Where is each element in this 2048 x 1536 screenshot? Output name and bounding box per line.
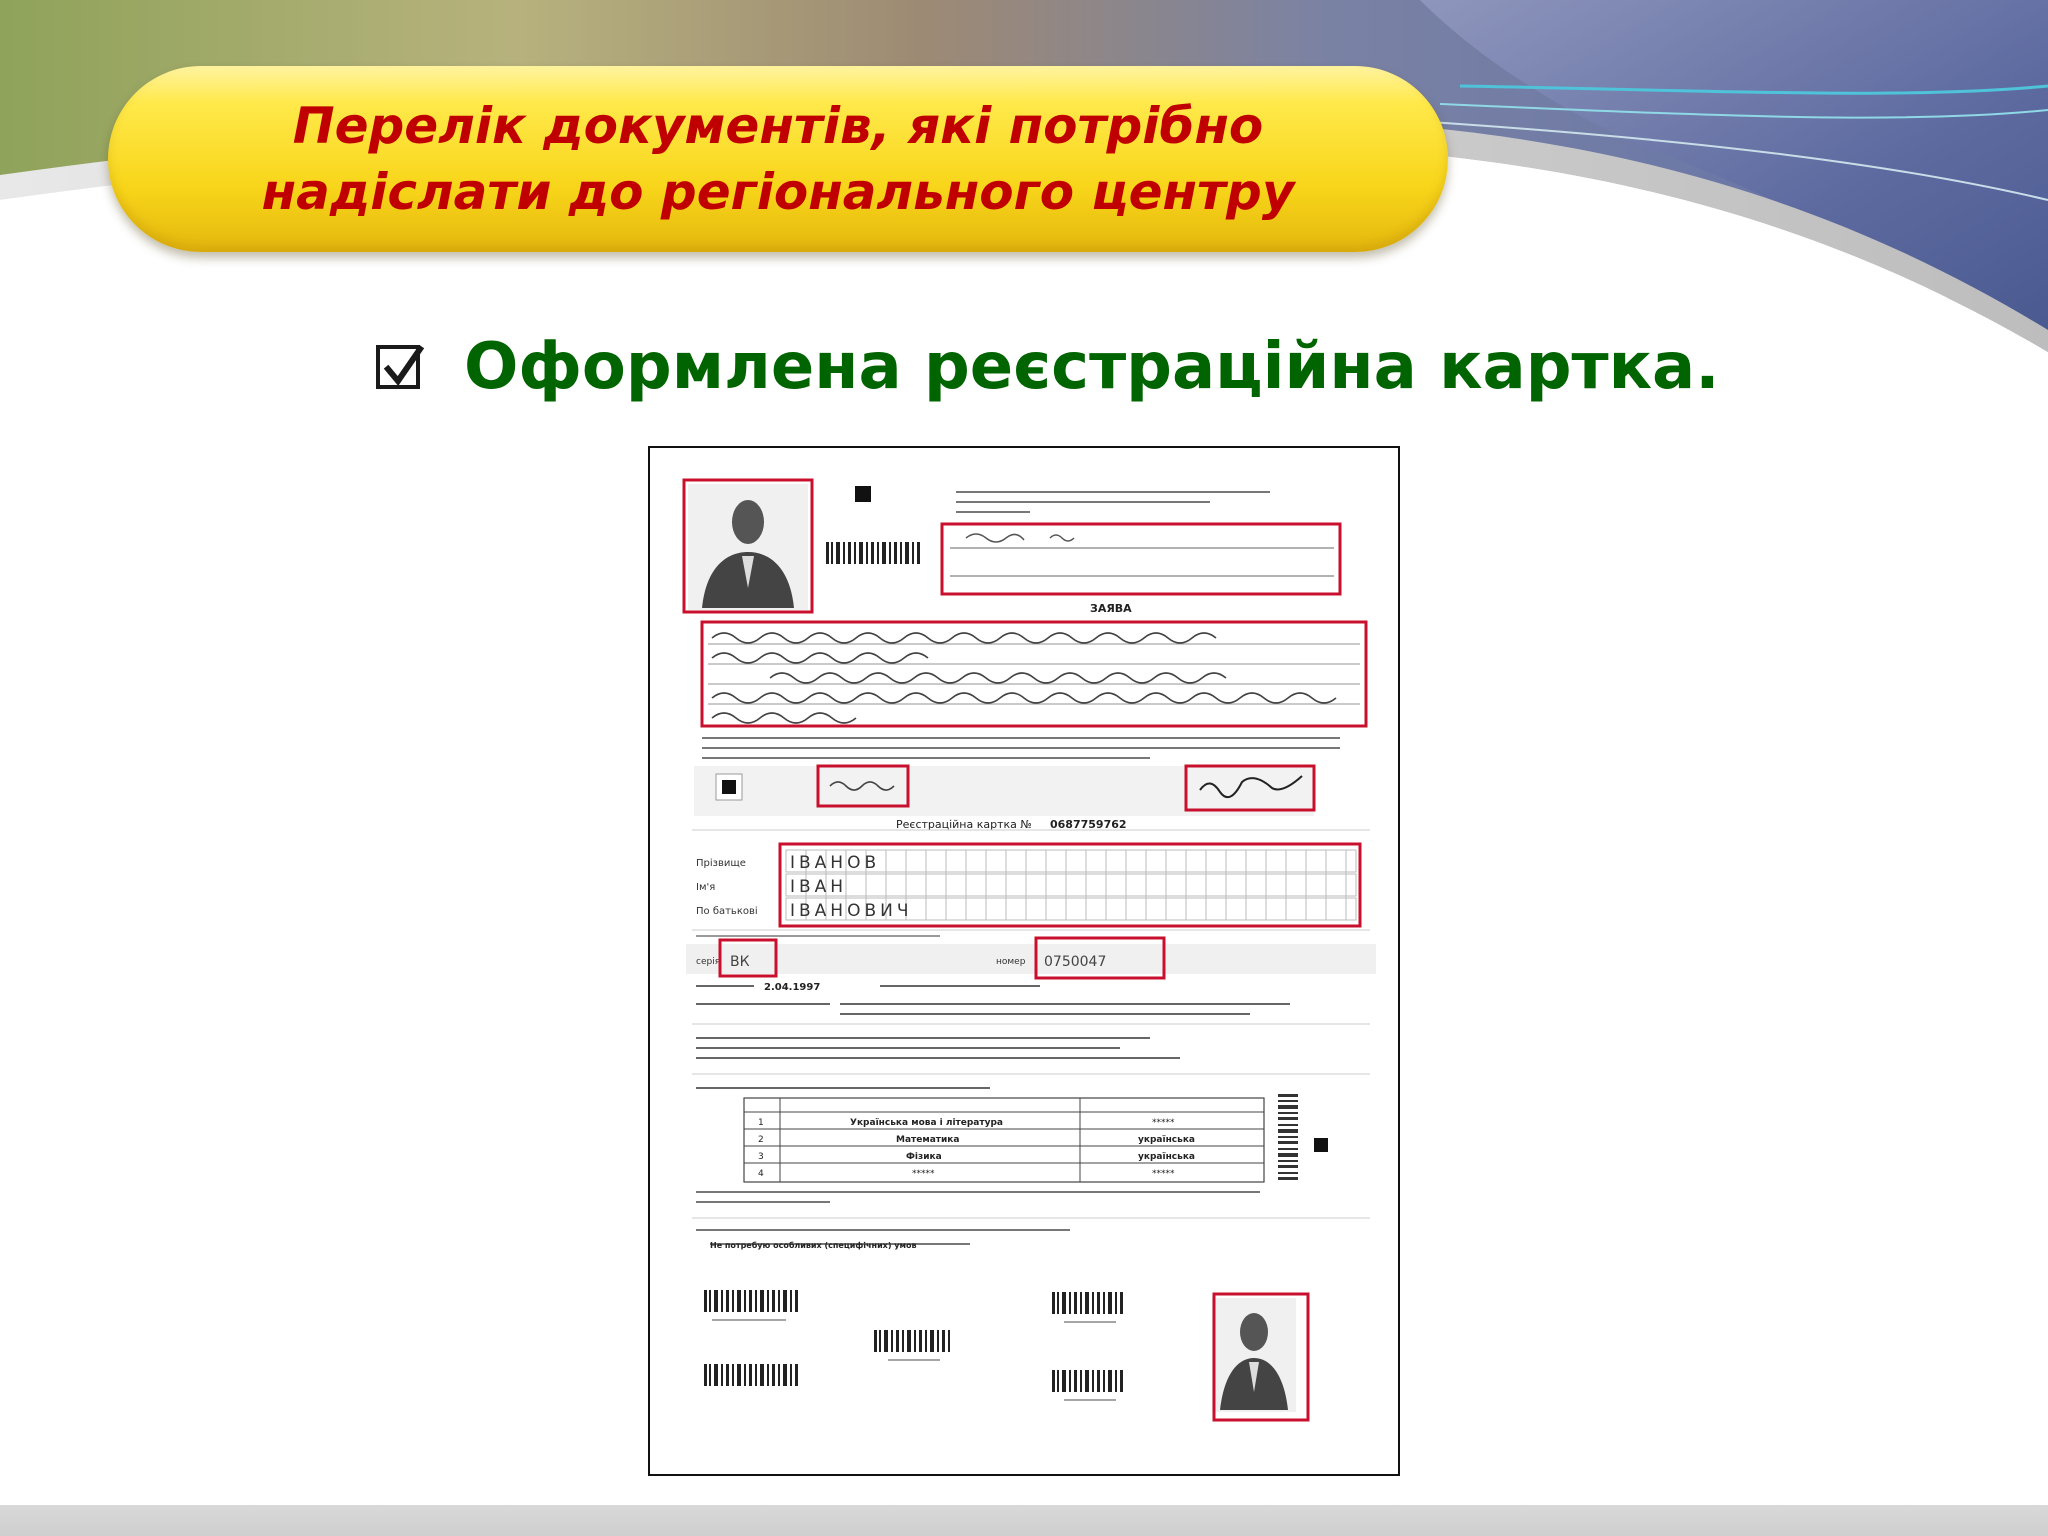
subject-lang: українська — [1138, 1152, 1196, 1162]
subject-num: 4 — [758, 1169, 764, 1179]
card-number: 0687759762 — [1050, 818, 1127, 831]
title-line-2: надіслати до регіонального центру — [261, 163, 1295, 221]
number-value: 0750047 — [1044, 954, 1107, 970]
checkbox-checked-icon — [376, 345, 420, 389]
card-number-label: Реєстраційна картка № — [896, 818, 1032, 831]
statement-heading: ЗАЯВА — [1090, 602, 1132, 615]
barcode-bottom-right-2 — [1052, 1370, 1123, 1392]
number-label: номер — [996, 957, 1026, 967]
registration-card-drawing — [650, 448, 1402, 1478]
special-conditions: Не потребую особливих (специфічних) умов — [710, 1241, 917, 1250]
barcode-vertical — [1278, 1094, 1298, 1180]
handwritten-surname: ІВАНОВ — [790, 853, 881, 873]
title-text — [108, 66, 1448, 252]
subjects-table — [744, 1098, 1264, 1182]
bullet-text: Оформлена реєстраційна картка. — [464, 330, 1720, 404]
subject-lang: українська — [1138, 1135, 1196, 1145]
label-patronymic: По батькові — [696, 906, 758, 917]
photo-top-icon — [684, 480, 812, 612]
barcode-top — [826, 542, 920, 564]
registration-card-image — [648, 446, 1400, 1476]
title-line-1: Перелік документів, які потрібно — [292, 97, 1264, 155]
subject-name: Фізика — [906, 1152, 942, 1162]
subject-name: Українська мова і література — [850, 1118, 1003, 1128]
barcode-bottom-middle — [874, 1330, 950, 1352]
subject-lang: ***** — [1152, 1118, 1175, 1128]
bullet-item — [376, 322, 1720, 412]
subject-num: 3 — [758, 1152, 764, 1162]
handwritten-name: ІВАН — [790, 877, 848, 897]
label-surname: Прізвище — [696, 858, 746, 869]
label-name: Ім'я — [696, 882, 716, 893]
subject-lang: ***** — [1152, 1169, 1175, 1179]
barcode-bottom-right-1 — [1052, 1292, 1123, 1314]
series-value: ВК — [730, 954, 750, 970]
photo-bottom-icon — [1212, 1294, 1308, 1420]
birth-date: 2.04.1997 — [764, 982, 821, 993]
subject-name: ***** — [912, 1169, 935, 1179]
barcode-bottom-left-1 — [704, 1290, 798, 1312]
subject-num: 2 — [758, 1135, 764, 1145]
footer-bar — [0, 1505, 2048, 1536]
title-banner — [108, 66, 1448, 252]
subject-num: 1 — [758, 1118, 764, 1128]
handwritten-patronymic: ІВАНОВИЧ — [790, 901, 913, 921]
barcode-bottom-left-2 — [704, 1364, 798, 1386]
subject-name: Математика — [896, 1135, 960, 1145]
series-label: серія — [696, 957, 721, 967]
